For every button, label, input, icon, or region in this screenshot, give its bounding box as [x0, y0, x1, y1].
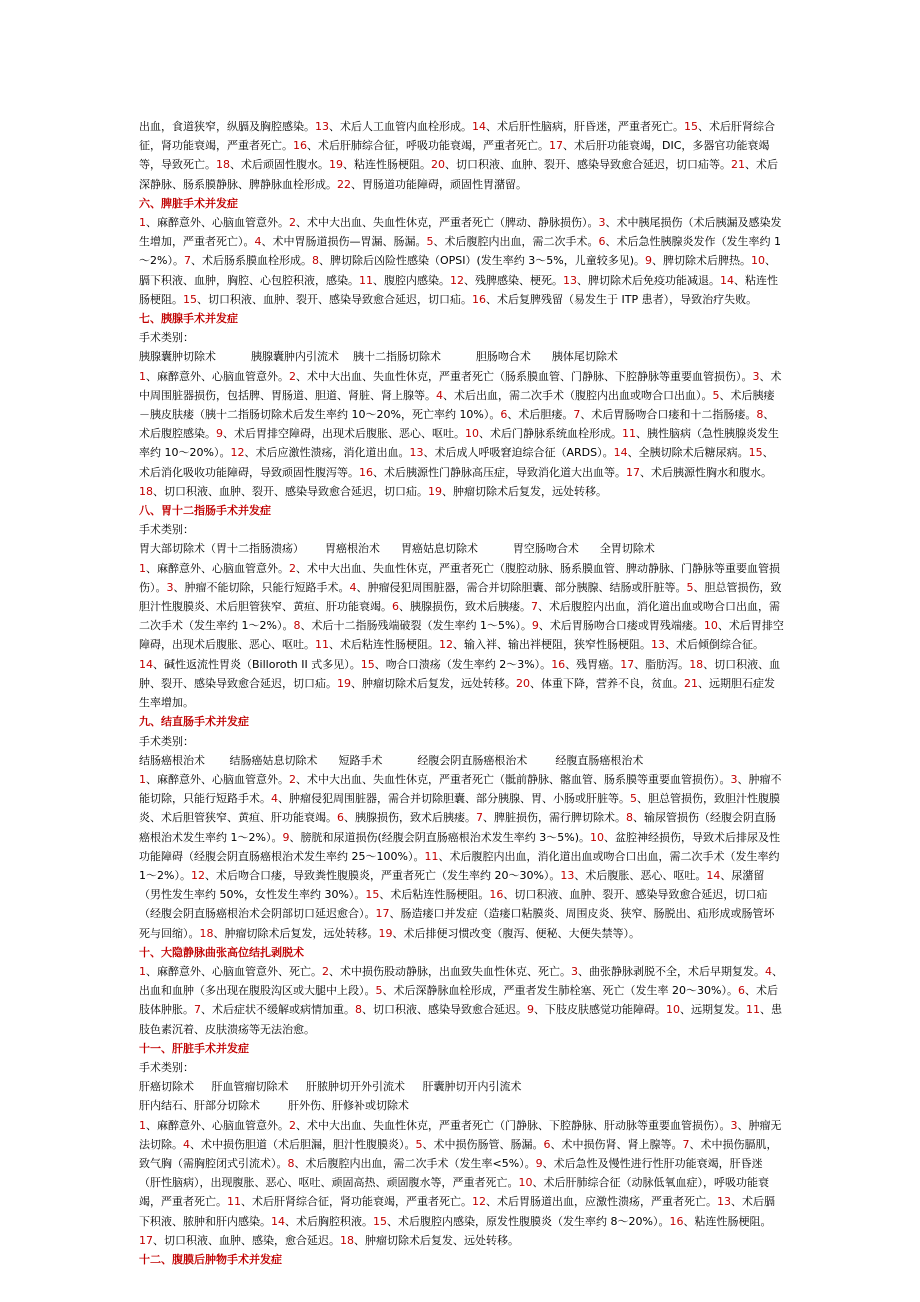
- item-text: 、术后出血，需二次手术（腹腔内出血或吻合口出血）。: [443, 388, 713, 402]
- item-number: 4: [436, 388, 443, 402]
- item-number: 14: [271, 1214, 285, 1228]
- item-number: 16: [359, 465, 373, 479]
- item-number: 18: [139, 484, 153, 498]
- item-number: 14: [472, 120, 486, 133]
- item-text: 、腹腔内感染。: [373, 273, 450, 287]
- item-number: 7: [573, 408, 581, 422]
- item-number: 8: [756, 408, 764, 422]
- item-text: 、术后吻合口瘘，导致粪性腹膜炎，严重者死亡（发生率约 20～30%）。: [204, 868, 561, 882]
- item-number: 8: [293, 619, 301, 633]
- item-number: 17: [139, 1233, 153, 1247]
- item-text: 、术后胰源性胸水和腹水。: [640, 465, 772, 479]
- item-text: 、术后肢体肿胀。: [139, 984, 778, 1017]
- item-text: 、远期复发。: [680, 1003, 746, 1017]
- item-text: 、胆总管损伤，致胆汁性腹膜炎、术后胆管狭窄、黄疸、肝功能衰竭。: [139, 580, 782, 614]
- item-number: 18: [689, 657, 704, 671]
- item-text: 、肿瘤侵犯周围脏器，需合并切除胆囊、部分胰腺、胃、小肠或肝脏等。: [278, 792, 630, 806]
- item-number: 12: [472, 1195, 486, 1209]
- item-number: 11: [359, 273, 373, 287]
- item-text: 、术后急性胰腺炎发作（发生率约 1～2%）。: [139, 235, 781, 268]
- item-number: 6: [500, 408, 508, 422]
- item-text: 、残胃癌。: [565, 657, 621, 671]
- intro-paragraph: [139, 117, 784, 194]
- item-number: 12: [439, 638, 453, 652]
- item-text: 、体重下降，营养不良，贫血。: [530, 676, 684, 690]
- item-text: 、术后腹腔内出血，消化道出血或吻合口出血，需二次手术（发生率约 1～2%）。: [139, 600, 780, 633]
- item-text: 、术后腹腔内出血，需二次手术（发生率<5%）。: [294, 1156, 536, 1170]
- item-text: 、术后肝肺综合征，呼吸功能衰竭，严重者死亡。: [307, 139, 549, 153]
- item-text: 、术后肝肾综合征，肾功能衰竭，严重者死亡。: [241, 1195, 472, 1209]
- item-number: 10: [589, 830, 604, 844]
- item-text: 、术中损伤膈肌，致气胸（需胸腔闭式引流术）。: [139, 1137, 778, 1170]
- item-number: 22: [337, 177, 351, 191]
- item-number: 7: [531, 600, 538, 614]
- item-text: 、远期胆石症发生率增加。: [139, 676, 775, 710]
- item-text: 、曲张静脉剥脱不全，术后早期复发。: [578, 964, 765, 978]
- section-heading: 七、胰腺手术并发症: [139, 312, 238, 326]
- item-text: 、术后肝性脑病，肝昏迷，严重者死亡。: [486, 120, 684, 133]
- item-text: 、盆腔神经损伤，导致术后排尿及性功能障碍（经腹会阴直肠癌根治术发生率约 25～100%）。: [139, 830, 780, 863]
- sections-container: [139, 194, 784, 1269]
- item-text: 、术后应激性溃疡，消化道出血。: [244, 446, 410, 460]
- item-number: 2: [322, 964, 329, 978]
- item-text: 、术后急性及慢性进行性肝功能衰竭，肝昏迷（肝性脑病），出现腹胀、恶心、呕吐、顽固高热、顽固腹水等，严重者死亡。: [139, 1156, 763, 1190]
- item-number: 7: [476, 811, 483, 825]
- item-number: 13: [717, 1195, 731, 1209]
- item-text: 、术中损伤肠管、肠漏。: [422, 1137, 544, 1151]
- surgery-type-text: 结肠癌根治术 结肠癌姑息切除术 短路手术 经腹会阴直肠癌根治术 经腹直肠癌根治术: [139, 753, 644, 767]
- item-number: 4: [271, 792, 278, 806]
- item-number: 4: [183, 1137, 190, 1151]
- item-text: 、残脾感染、梗死。: [464, 273, 563, 287]
- surgery-type-list: [139, 1096, 784, 1115]
- item-text: 、术后胃排空障碍，出现术后腹胀、恶心、呕吐。: [223, 427, 465, 441]
- item-text: 、粘连性肠梗阻。: [343, 158, 431, 172]
- item-text: 、术后顽固性腹水。: [230, 158, 329, 172]
- item-number: 21: [731, 158, 745, 172]
- item-number: 17: [375, 907, 390, 921]
- item-text: 、肿瘤侵犯周围脏器，需合并切除胆囊、部分胰腺、结肠或肝脏等。: [356, 580, 687, 594]
- item-number: 11: [315, 638, 329, 652]
- item-text: 、术后腹腔内出血，需二次手术。: [433, 235, 599, 249]
- item-text: 、术后粘连性肠梗阻。: [329, 638, 439, 652]
- item-number: 17: [549, 139, 563, 153]
- item-text: 、术后腹腔内感染，原发性腹膜炎（发生率约 8～20%）。: [387, 1214, 670, 1228]
- item-number: 21: [684, 676, 698, 690]
- item-text: 、术后深静脉、肠系膜静脉、脾静脉血栓形成。: [139, 158, 778, 191]
- item-number: 2: [289, 1118, 296, 1132]
- complications-paragraph: [139, 1116, 784, 1250]
- item-number: 12: [450, 273, 464, 287]
- item-number: 9: [535, 1156, 543, 1170]
- item-text: 、切口积液、血肿、裂开、感染导致愈合延迟，切口疝。: [153, 484, 428, 498]
- section-heading: 六、脾脏手术并发症: [139, 196, 238, 210]
- item-text: 、术后门静脉系统血栓形成。: [479, 427, 622, 441]
- item-text: 、粘连性肠梗阻。: [683, 1214, 772, 1228]
- item-number: 2: [289, 561, 296, 575]
- document-page: [139, 117, 784, 1269]
- item-text: 、术中胃肠道损伤—胃漏、肠漏。: [261, 235, 427, 249]
- item-text: 、术后肝肺综合征（动脉低氧血症），呼吸功能衰竭，严重者死亡。: [139, 1176, 769, 1209]
- item-number: 8: [287, 1156, 295, 1170]
- item-number: 15: [183, 292, 197, 306]
- item-number: 15: [748, 446, 763, 460]
- item-text: 、术中损伤股动静脉，出血致失血性休克、死亡。: [329, 964, 571, 978]
- item-number: 3: [730, 1118, 738, 1132]
- section-heading: 十一、肝脏手术并发症: [139, 1041, 249, 1055]
- item-number: 4: [765, 964, 772, 978]
- item-number: 2: [289, 216, 296, 230]
- item-number: 10: [703, 619, 718, 633]
- item-number: 13: [560, 868, 575, 882]
- item-text: 、麻醉意外、心脑血管意外。: [146, 772, 289, 786]
- item-number: 15: [373, 1214, 387, 1228]
- surgery-type-list: [139, 347, 784, 366]
- item-number: 14: [613, 446, 628, 460]
- item-text: 、术后胃肠道出血，应激性溃疡，严重者死亡。: [486, 1195, 717, 1209]
- item-number: 1: [139, 216, 146, 230]
- item-number: 3: [166, 580, 174, 594]
- item-number: 17: [626, 465, 640, 479]
- item-text: 、术后胃肠吻合口瘘和十二指肠瘘。: [580, 408, 757, 422]
- item-number: 4: [349, 580, 357, 594]
- complications-paragraph: [139, 559, 784, 713]
- item-number: 10: [465, 427, 479, 441]
- item-number: 2: [289, 772, 296, 786]
- item-number: 14: [720, 273, 734, 287]
- item-text: 、全胰切除术后糖尿病。: [627, 446, 749, 460]
- item-text: 、术中胰尾损伤（术后胰漏及感染发生增加，严重者死亡）。: [139, 216, 782, 249]
- item-text: 、术中周围脏器损伤，包括脾、胃肠道、胆道、肾脏、肾上腺等。: [139, 369, 782, 402]
- item-text: 、术后成人呼吸窘迫综合征（ARDS）。: [423, 446, 614, 460]
- item-number: 10: [751, 254, 765, 268]
- item-text: 、胆总管损伤，致胆汁性腹膜炎、术后胆管狭窄、黄疸、肝功能衰竭。: [139, 792, 780, 825]
- item-number: 17: [620, 657, 635, 671]
- item-text: 、术中大出血、失血性休克，严重者死亡（脾动、静脉损伤）。: [296, 216, 599, 230]
- complications-paragraph: [139, 770, 784, 943]
- item-number: 11: [424, 849, 439, 863]
- item-number: 2: [289, 369, 296, 383]
- item-text: 、膈下积液、血肿，胸腔、心包腔积液，感染。: [139, 254, 776, 287]
- item-text: 、术后肝肾综合征，肾功能衰竭，严重者死亡。: [139, 120, 775, 153]
- item-number: 5: [686, 580, 694, 594]
- item-text: 、术后肠系膜血栓形成。: [190, 254, 312, 268]
- item-number: 8: [355, 1003, 362, 1017]
- item-number: 11: [746, 1003, 760, 1017]
- item-text: 、术中大出血、失血性休克，严重者死亡（肠系膜血管、门静脉、下腔静脉等重要血管损伤）。: [296, 369, 753, 383]
- item-text: 、肿瘤无法切除。: [139, 1118, 782, 1151]
- item-text: 、肿瘤切除术后复发，远处转移。: [442, 484, 607, 498]
- surgery-type-label: 手术类别：: [139, 523, 194, 537]
- item-text: 、肿瘤切除术后复发，远处转移。: [351, 676, 516, 690]
- item-text: 、术后胃排空障碍，出现术后腹胀、恶心、呕吐。: [139, 619, 784, 652]
- item-text: 、切口积液、血肿、裂开、感染导致愈合延迟，切口疝。: [197, 292, 472, 306]
- item-text: 、术后肝功能衰竭，DIC，多器官功能衰竭等，导致死亡。: [139, 139, 770, 172]
- item-number: 1: [139, 964, 146, 978]
- item-number: 6: [598, 235, 606, 249]
- item-text: 、术后症状不缓解或病情加重。: [201, 1003, 355, 1017]
- surgery-type-text: 肝癌切除术 肝血管瘤切除术 肝脓肿切开外引流术 肝囊肿切开内引流术: [139, 1080, 522, 1094]
- item-text: 、脾切除术后免疫功能减退。: [577, 273, 720, 287]
- item-text: 、胰性脑病（急性胰腺炎发生率约 10～20%）。: [139, 427, 779, 460]
- item-number: 12: [230, 446, 245, 460]
- item-text: 、术后膈下积液、脓肿和肝内感染。: [139, 1195, 775, 1228]
- surgery-type-label: 手术类别：: [139, 734, 194, 748]
- item-number: 6: [392, 600, 399, 614]
- item-number: 19: [428, 484, 442, 498]
- item-text: 、脾切除术后脾热。: [652, 254, 751, 268]
- item-text: 、术中大出血、失血性休克，严重者死亡（腹腔动脉、肠系膜血管、脾动静脉、门静脉等重要血管损伤）。: [139, 561, 780, 594]
- item-number: 15: [360, 657, 375, 671]
- surgery-type-text: 胰腺囊肿切除术 胰腺囊肿内引流术 胰十二指肠切除术 胆肠吻合术 胰体尾切除术: [139, 350, 618, 364]
- item-number: 18: [199, 926, 214, 940]
- item-text: 、肿瘤不能切除，只能行短路手术。: [173, 580, 350, 594]
- item-text: 、术后胆瘘。: [507, 408, 574, 422]
- item-number: 6: [543, 1137, 551, 1151]
- item-number: 13: [409, 446, 424, 460]
- item-text: 、脾脏损伤，需行脾切除术。: [483, 811, 626, 825]
- item-number: 11: [227, 1195, 241, 1209]
- item-text: 、肿瘤切除术后复发，远处转移。: [213, 926, 379, 940]
- item-text: 、肿瘤不能切除，只能行短路手术。: [139, 772, 782, 806]
- item-text: 、碱性返流性胃炎（Billoroth II 式多见）。: [153, 657, 361, 671]
- item-number: 1: [139, 561, 146, 575]
- item-text: 、术后腹胀、恶心、呕吐。: [574, 868, 707, 882]
- item-number: 15: [365, 888, 380, 902]
- item-number: 10: [518, 1176, 533, 1190]
- item-text: 、术后胰源性门静脉高压症，导致消化道大出血等。: [373, 465, 626, 479]
- item-text: 、患肢色素沉着、皮肤溃疡等无法治愈。: [139, 1003, 782, 1036]
- item-text: 、输入袢、输出袢梗阻，狭窄性肠梗阻。: [453, 638, 651, 652]
- item-number: 9: [282, 830, 290, 844]
- item-text: 、术后腹腔内出血，消化道出血或吻合口出血，需二次手术（发生率约 1～2%）。: [139, 849, 780, 882]
- item-text: 、术后胃肠吻合口瘘或胃残端瘘。: [538, 619, 704, 633]
- item-number: 16: [489, 888, 504, 902]
- item-text: 、切口积液、血肿、裂开、感染导致愈合延迟，切口疝等。: [445, 158, 731, 172]
- item-text: 、术后胰瘘－胰皮肤瘘（胰十二指肠切除术后发生率约 10～20%，死亡率约 10%）。: [139, 388, 775, 422]
- item-number: 3: [598, 216, 606, 230]
- item-text: 、膀胱和尿道损伤(经腹会阴直肠癌根治术发生率约 3～5%)。: [289, 830, 590, 844]
- item-number: 7: [682, 1137, 690, 1151]
- item-text: 、脾切除后凶险性感染（OPSI）(发生率约 3～5%，儿童较多见)。: [318, 254, 645, 268]
- item-number: 9: [216, 427, 223, 441]
- item-text: 、术后排便习惯改变（腹泻、便秘、大便失禁等）。: [392, 926, 640, 940]
- item-text: 、术中大出血、失血性休克，严重者死亡（骶前静脉、髂血管、肠系膜等重要血管损伤）。: [296, 772, 731, 786]
- item-number: 1: [139, 1118, 146, 1132]
- item-number: 6: [337, 811, 344, 825]
- item-text: 、麻醉意外、心脑血管意外。: [146, 1118, 289, 1132]
- surgery-type-list: [139, 539, 784, 558]
- surgery-type-text: 肝内结石、肝部分切除术 肝外伤、肝修补或切除术: [139, 1099, 409, 1113]
- item-text: 、吻合口溃疡（发生率约 2～3%）。: [374, 657, 552, 671]
- item-text: 、脂肪泻。: [634, 657, 690, 671]
- item-text: 、胃肠道功能障碍，顽固性胃潴留。: [351, 177, 527, 191]
- complications-paragraph: [139, 213, 784, 309]
- item-number: 5: [375, 984, 383, 998]
- item-text: 、尿潴留（男性发生率约 50%，女性发生率约 30%）。: [139, 868, 765, 902]
- item-text: 、出血和血肿（多出现在腹股沟区或大腿中上段）。: [139, 964, 783, 998]
- item-number: 4: [254, 235, 262, 249]
- item-number: 20: [431, 158, 445, 172]
- surgery-type-list: [139, 751, 784, 770]
- item-number: 8: [626, 811, 633, 825]
- item-number: 9: [645, 254, 652, 268]
- item-text: 出血，食道狭窄，纵膈及胸腔感染。: [139, 120, 315, 133]
- item-number: 5: [630, 792, 637, 806]
- item-text: 、术后十二指肠残端破裂（发生率约 1～5%）。: [300, 619, 532, 633]
- item-text: 、肠造瘘口并发症（造瘘口粘膜炎、周围皮炎、狭窄、肠脱出、疝形成或肠管坏死与回缩）。: [139, 907, 775, 940]
- item-text: 、麻醉意外、心脑血管意外。: [146, 561, 289, 575]
- item-text: 、输尿管损伤（经腹会阴直肠癌根治术发生率约 1～2%）。: [139, 811, 776, 844]
- item-number: 3: [571, 964, 578, 978]
- item-number: 20: [516, 676, 530, 690]
- item-number: 1: [139, 772, 146, 786]
- item-number: 18: [340, 1233, 354, 1247]
- item-text: 、下肢皮肤感觉功能障碍。: [534, 1003, 666, 1017]
- item-number: 7: [183, 254, 191, 268]
- item-text: 、术后复脾残留（易发生于 ITP 患者），导致治疗失败。: [486, 292, 758, 306]
- item-number: 13: [651, 638, 665, 652]
- item-number: 5: [712, 388, 720, 402]
- item-text: 、麻醉意外、心脑血管意外。: [146, 369, 289, 383]
- item-number: 8: [311, 254, 319, 268]
- surgery-type-text: 胃大部切除术（胃十二指肠溃疡） 胃癌根治术 胃癌姑息切除术 胃空肠吻合术 全胃切除术: [139, 542, 655, 556]
- item-number: 19: [337, 676, 351, 690]
- item-text: 、麻醉意外、心脑血管意外、死亡。: [146, 964, 322, 978]
- item-text: 、切口积液、感染导致愈合延迟。: [362, 1003, 527, 1017]
- item-text: 、切口积液、血肿、裂开、感染导致愈合延迟，切口疝。: [139, 657, 781, 690]
- item-text: 、术后消化吸收功能障碍，导致顽固性腹泻等。: [139, 446, 774, 479]
- item-text: 、术后粘连性肠梗阻。: [379, 888, 490, 902]
- item-number: 14: [706, 868, 721, 882]
- item-number: 19: [329, 158, 343, 172]
- item-text: 、粘连性肠梗阻。: [139, 273, 778, 306]
- item-number: 18: [216, 158, 230, 172]
- item-number: 7: [194, 1003, 201, 1017]
- surgery-type-label: 手术类别：: [139, 1060, 194, 1074]
- item-number: 6: [737, 984, 745, 998]
- complications-paragraph: [139, 367, 784, 501]
- item-number: 16: [293, 139, 307, 153]
- item-text: 、切口积液、血肿、裂开、感染导致愈合延迟，切口疝（经腹会阴直肠癌根治术会阴部切口延迟愈合）。: [139, 888, 768, 921]
- item-number: 10: [666, 1003, 680, 1017]
- section-heading: 八、胃十二指肠手术并发症: [139, 504, 271, 518]
- item-text: 、术中损伤胆道（术后胆漏，胆汁性腹膜炎）。: [190, 1137, 416, 1151]
- item-text: 、胰腺损伤，致术后胰瘘。: [399, 600, 531, 614]
- complications-paragraph: [139, 962, 784, 1039]
- item-text: 、术后深静脉血栓形成，严重者发生肺栓塞、死亡（发生率 20～30%）。: [382, 984, 738, 998]
- surgery-type-label: 手术类别：: [139, 331, 194, 345]
- section-heading: 九、结直肠手术并发症: [139, 715, 249, 729]
- item-number: 1: [139, 369, 146, 383]
- item-number: 13: [315, 120, 329, 133]
- item-number: 9: [527, 1003, 534, 1017]
- section-heading: 十二、腹膜后肿物手术并发症: [139, 1252, 282, 1266]
- item-number: 3: [730, 772, 738, 786]
- item-text: 、术后倾倒综合征。: [665, 638, 764, 652]
- item-text: 、胰腺损伤，致术后胰瘘。: [344, 811, 476, 825]
- item-number: 16: [669, 1214, 684, 1228]
- item-number: 5: [415, 1137, 423, 1151]
- item-text: 、术中大出血、失血性休克，严重者死亡（门静脉、下腔静脉、肝动脉等重要血管损伤）。: [296, 1118, 731, 1132]
- item-number: 15: [684, 120, 698, 133]
- item-number: 9: [531, 619, 539, 633]
- surgery-type-list: [139, 1077, 784, 1096]
- item-text: 、术后腹腔感染。: [139, 408, 775, 441]
- item-number: 3: [752, 369, 760, 383]
- item-number: 16: [551, 657, 566, 671]
- item-text: 、术后胸腔积液。: [285, 1214, 373, 1228]
- item-number: 16: [472, 292, 486, 306]
- item-text: 、术后人工血管内血栓形成。: [329, 120, 472, 133]
- section-heading: 十、大隐静脉曲张高位结扎剥脱术: [139, 945, 304, 959]
- item-number: 5: [426, 235, 434, 249]
- item-text: 、肿瘤切除术后复发、远处转移。: [354, 1233, 519, 1247]
- item-number: 19: [378, 926, 393, 940]
- item-number: 13: [563, 273, 577, 287]
- item-number: 14: [139, 657, 153, 671]
- item-number: 11: [622, 427, 636, 441]
- item-text: 、术中损伤肾、肾上腺等。: [550, 1137, 683, 1151]
- item-text: 、麻醉意外、心脑血管意外。: [146, 216, 289, 230]
- item-text: 、切口积液、血肿、感染，愈合延迟。: [153, 1233, 340, 1247]
- item-number: 12: [190, 868, 205, 882]
